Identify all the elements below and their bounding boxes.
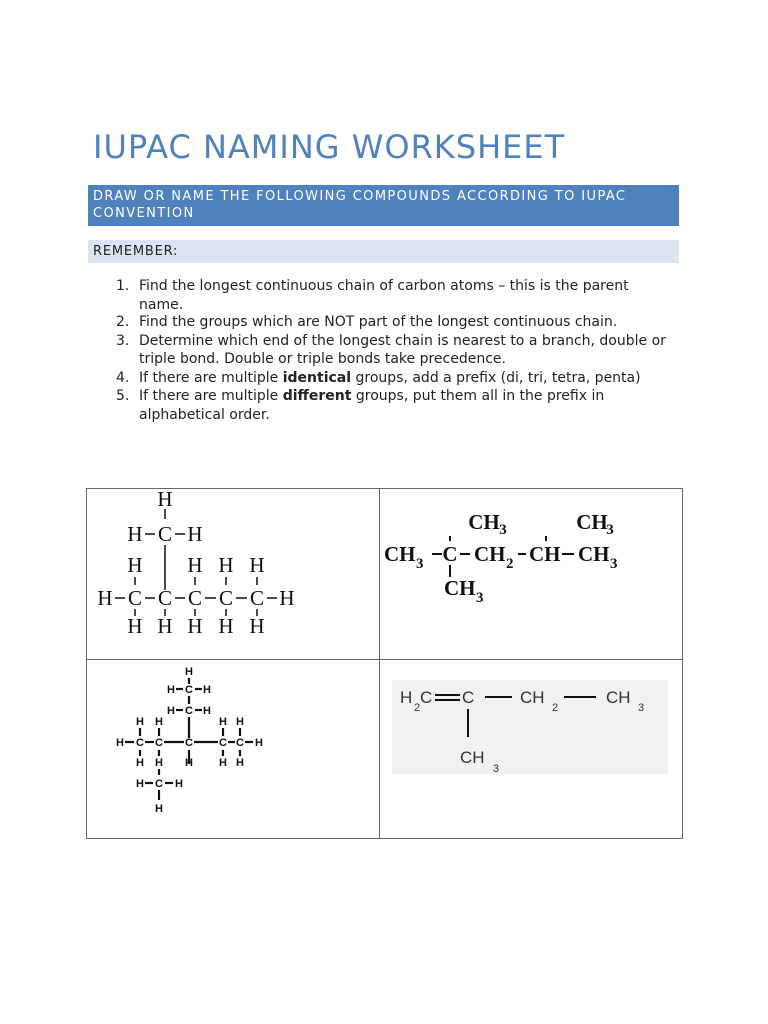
rule-number: 4.: [116, 369, 130, 386]
rule-text: Find the longest continuous chain of carbon atoms – this is the parent name.: [139, 278, 629, 313]
atom-h: H: [136, 716, 144, 728]
atom-h: H: [203, 705, 211, 717]
compound-grid: [86, 488, 683, 839]
page-title: IUPAC NAMING WORKSHEET: [93, 128, 566, 166]
group-ch3: CH: [444, 576, 476, 600]
compound-2-cell: [380, 489, 682, 659]
subscript: 2: [552, 702, 559, 714]
atom-h: H: [187, 553, 203, 577]
group-ch2: CH: [474, 542, 506, 566]
atom-c: C: [462, 688, 475, 707]
rule-number: 3.: [116, 332, 130, 349]
atom-c: C: [219, 737, 227, 749]
atom-c: C: [127, 586, 143, 610]
atom-h: H: [185, 666, 193, 678]
atom-h: H: [218, 553, 234, 577]
atom-c: C: [155, 778, 163, 790]
atom-c: C: [218, 586, 234, 610]
atom-h: H: [175, 778, 183, 790]
rule-text: If there are multiple: [139, 369, 283, 386]
compound-1-cell: [87, 489, 379, 659]
group-ch3: CH: [606, 688, 631, 707]
group-ch: CH: [529, 542, 561, 566]
atom-h: H: [236, 757, 244, 769]
grid-bottom-border: [86, 838, 683, 839]
remember-heading: REMEMBER:: [88, 240, 679, 263]
atom-h: H: [203, 684, 211, 696]
grid-right-border: [682, 488, 683, 839]
compound-3-cell: [87, 660, 379, 838]
compound-1-structure: [87, 489, 379, 659]
group-ch3: CH: [578, 542, 610, 566]
atom-h: H: [279, 586, 295, 610]
atom-h: H: [219, 716, 227, 728]
rule-item: [116, 369, 676, 388]
atom-h: H: [127, 553, 143, 577]
atom-h: H: [155, 716, 163, 728]
cut-group-label: CH: [576, 510, 608, 534]
atom-h: H: [167, 705, 175, 717]
compound-3-structure: [87, 660, 379, 838]
rule-text: If there are multiple: [139, 388, 283, 404]
atom-h: H: [155, 803, 163, 815]
atom-c: C: [157, 586, 173, 610]
rule-item: [116, 313, 676, 332]
atom-h: H: [218, 614, 234, 638]
compound-4-structure: [380, 660, 682, 838]
rule-text: groups, add a prefix (di, tri, tetra, penta): [351, 369, 641, 386]
atom-c: C: [442, 542, 458, 566]
compound-2-structure: [380, 489, 682, 659]
atom-c: C: [185, 705, 193, 717]
atom-h: H: [187, 614, 203, 638]
subscript: 3: [493, 763, 500, 775]
atom-h: H: [400, 688, 413, 707]
atom-c: C: [157, 522, 173, 546]
atom-h: H: [116, 737, 124, 749]
rule-emphasis: different: [282, 388, 352, 404]
rules-list: [116, 277, 676, 424]
atom-h: H: [136, 778, 144, 790]
atom-h: H: [157, 489, 173, 511]
atom-c: C: [187, 586, 203, 610]
subscript: 3: [476, 590, 484, 606]
atom-h: H: [249, 614, 265, 638]
subscript: 3: [610, 556, 618, 572]
atom-h: H: [97, 586, 113, 610]
group-ch3: CH: [384, 542, 416, 566]
rule-item: [116, 332, 676, 369]
rule-text: Determine which end of the longest chain is nearest to a branch, double or triple bond. Double or triple bonds take precedence.: [139, 332, 666, 367]
atom-c: C: [136, 737, 144, 749]
subscript: 3: [416, 556, 424, 572]
compound-4-cell: [380, 660, 682, 838]
atom-h: H: [167, 684, 175, 696]
atom-h: H: [185, 757, 193, 769]
subscript: 2: [414, 702, 421, 714]
rule-number: 2.: [116, 314, 130, 330]
atom-c: C: [155, 737, 163, 749]
subscript: 2: [506, 556, 514, 572]
atom-c: C: [185, 737, 193, 749]
cut-group-subscript: 3: [606, 522, 614, 538]
atom-c: C: [236, 737, 244, 749]
rule-number: 1.: [116, 278, 130, 294]
cut-group-subscript: 3: [499, 522, 507, 538]
rule-text: groups, put them all in the prefix in alphabetical order.: [139, 388, 605, 423]
atom-h: H: [249, 553, 265, 577]
atom-h: H: [157, 614, 173, 638]
atom-h: H: [255, 737, 263, 749]
rule-item: [116, 387, 676, 424]
rule-text: Find the groups which are NOT part of the longest continuous chain.: [139, 314, 618, 330]
atom-c: C: [185, 684, 193, 696]
atom-h: H: [127, 614, 143, 638]
atom-h: H: [127, 522, 143, 546]
atom-h: H: [155, 757, 163, 769]
rule-emphasis: identical: [282, 369, 352, 386]
atom-c: C: [420, 688, 433, 707]
atom-h: H: [187, 522, 203, 546]
atom-h: H: [136, 757, 144, 769]
atom-c: C: [249, 586, 265, 610]
rule-item: [116, 277, 676, 314]
rule-number: 5.: [116, 388, 130, 404]
group-ch2: CH: [520, 688, 545, 707]
cut-group-label: CH: [468, 510, 500, 534]
group-ch3: CH: [460, 748, 485, 767]
atom-h: H: [219, 757, 227, 769]
atom-h: H: [236, 716, 244, 728]
instructions-banner: DRAW OR NAME THE FOLLOWING COMPOUNDS ACCORDING TO IUPAC CONVENTION: [88, 185, 679, 226]
subscript: 3: [638, 702, 645, 714]
